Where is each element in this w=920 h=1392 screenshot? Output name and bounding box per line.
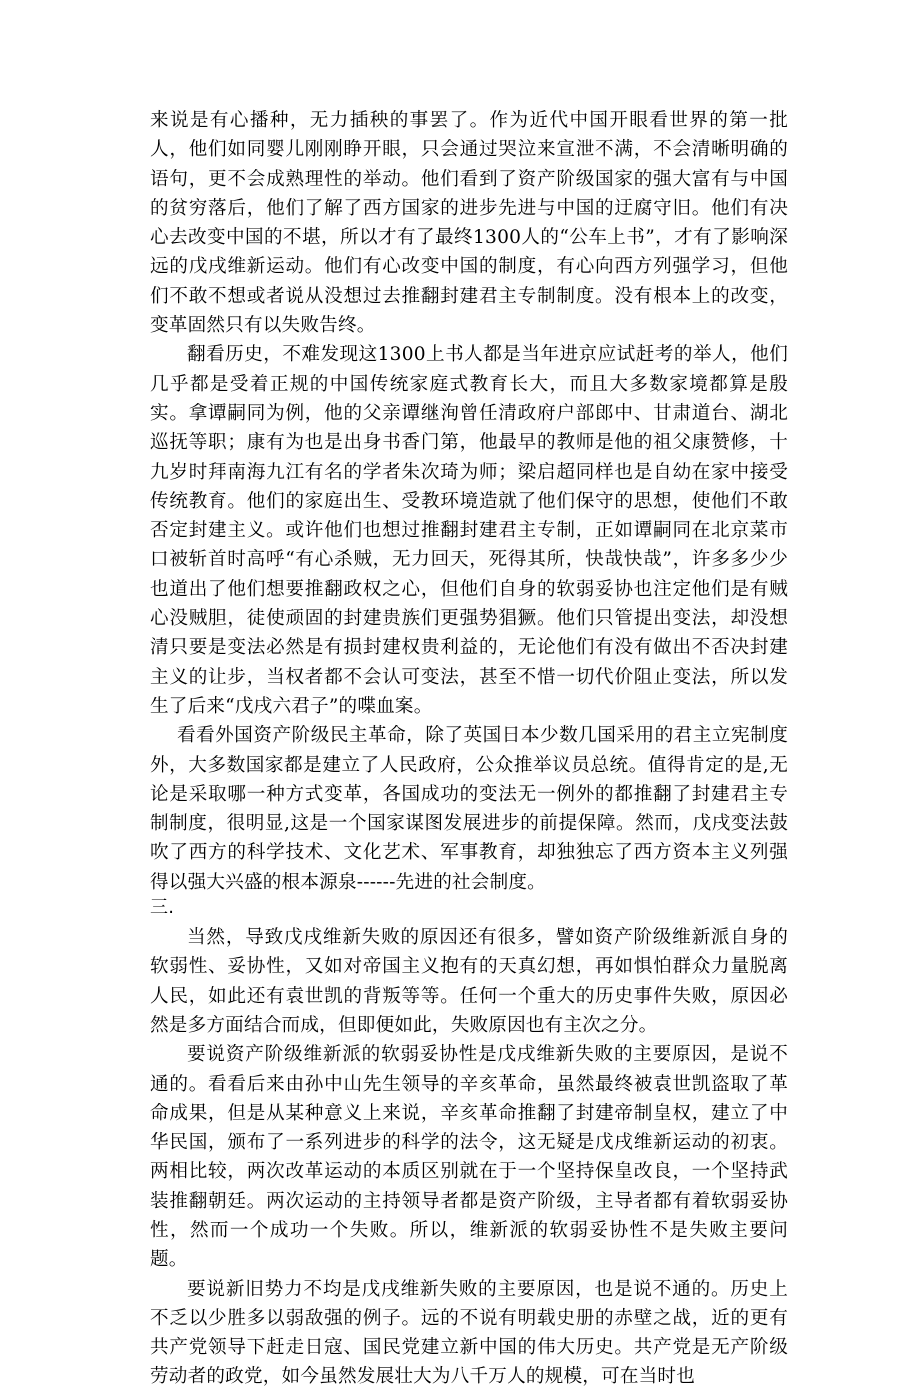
section-heading: 三. (150, 897, 175, 919)
document-page (150, 106, 788, 1392)
body-paragraph-2: 翻看历史，不难发现这1300上书人都是当年进京应试赶考的举人，他们几乎都是受着正规的中国传统家庭式教育长大，而且大多数家境都算是殷实。拿谭嗣同为例，他的父亲谭继洵曾任清政府户部郎中、甘肃道台、湖北巡抚等职；康有为也是出身书香门第，他最早的教师是他的祖父康赞修，十九岁时拜南海九江有名的学者朱次琦为师；梁启超同样也是自幼在家中接受传统教育。他们的家庭出生、受教环境造就了他们保守的思想，使他们不敢否定封建主义。或许他们也想过推翻封建君主专制，正如谭嗣同在北京菜市口被斩首时高呼“有心杀贼，无力回天，死得其所，快哉快哉”，许多多少少也道出了他们想要推翻政权之心，但他们自身的软弱妥协也注定他们是有贼心没贼胆，徒使顽固的封建贵族们更强势猖獗。他们只管提出变法，却没想清只要是变法必然是有损封建权贵利益的，无论他们有没有做出不否决封建主义的让步，当权者都不会认可变法，甚至不惜一切代价阻止变法，所以发生了后来“戊戌六君子”的喋血案。 (150, 344, 788, 717)
section-paragraph-2: 要说资产阶级维新派的软弱妥协性是戊戌维新失败的主要原因，是说不通的。看看后来由孙中山先生领导的辛亥革命，虽然最终被袁世凯盗取了革命成果，但是从某种意义上来说，辛亥革命推翻了封建帝制皇权，建立了中华民国，颁布了一系列进步的科学的法令，这无疑是戊戌维新运动的初衷。两相比较，两次改革运动的本质区别就在于一个坚持保皇改良，一个坚持武装推翻朝廷。两次运动的主持领导者都是资产阶级，主导者都有着软弱妥协性，然而一个成功一个失败。所以，维新派的软弱妥协性不是失败主要问题。 (150, 1044, 788, 1271)
body-paragraph-3: 看看外国资产阶级民主革命，除了英国日本少数几国采用的君主立宪制度外，大多数国家都是建立了人民政府，公众推举议员总统。值得肯定的是,无论是采取哪一种方式变革，各国成功的变法无一例外的都推翻了封建君主专制制度，很明显,这是一个国家谋图发展进步的前提保障。然而，戊戌变法鼓吹了西方的科学技术、文化艺术、军事教育，却独独忘了西方资本主义列强得以强大兴盛的根本源泉------先进的社会制度。 (150, 725, 788, 893)
section-paragraph-1: 当然，导致戊戌维新失败的原因还有很多，譬如资产阶级维新派自身的软弱性、妥协性，又如对帝国主义抱有的天真幻想，再如惧怕群众力量脱离人民，如此还有袁世凯的背叛等等。任何一个重大的历史事件失败，原因必然是多方面结合而成，但即便如此，失败原因也有主次之分。 (150, 927, 788, 1036)
section-paragraph-3: 要说新旧势力不均是戊戌维新失败的主要原因，也是说不通的。历史上不乏以少胜多以弱敌强的例子。远的不说有明载史册的赤壁之战，近的更有共产党领导下赶走日寇、国民党建立新中国的伟大历史。共产党是无产阶级劳动者的政党，如今虽然发展壮大为八千万人的规模，可在当时也 (150, 1278, 788, 1388)
body-paragraph-1: 来说是有心播种，无力插秧的事罢了。作为近代中国开眼看世界的第一批人，他们如同婴儿刚刚睁开眼，只会通过哭泣来宣泄不满，不会清晰明确的语句，更不会成熟理性的举动。他们看到了资产阶级国家的强大富有与中国的贫穷落后，他们了解了西方国家的进步先进与中国的迂腐守旧。他们有决心去改变中国的不堪，所以才有了最终1300人的“公车上书”，才有了影响深远的戊戌维新运动。他们有心改变中国的制度，有心向西方列强学习，但他们不敢不想或者说从没想过去推翻封建君主专制制度。没有根本上的改变，变革固然只有以失败告终。 (150, 110, 788, 337)
